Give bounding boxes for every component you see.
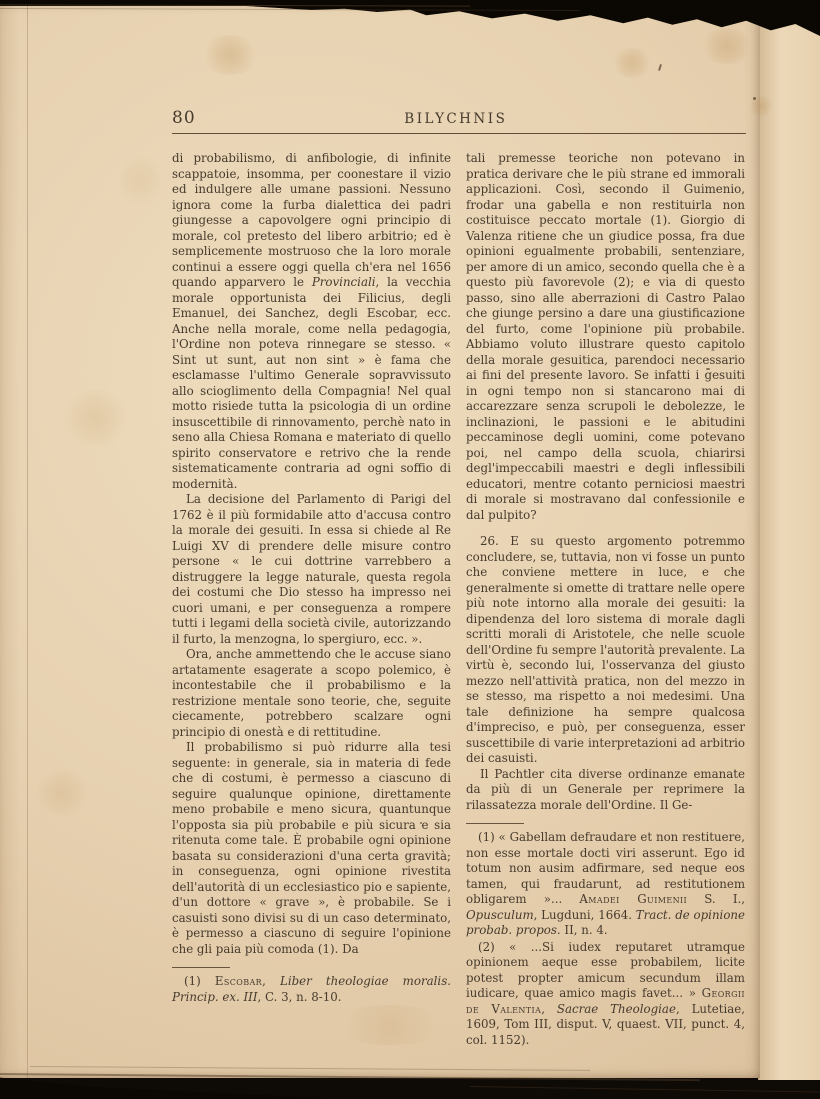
page-left-crease (0, 6, 28, 1078)
ink-speck (753, 97, 756, 100)
paragraph: La decisione del Parlamento di Parigi del 1762 è il più formidabile atto d'accusa contro la morale dei gesuiti. In essa si chiede al Re Luigi XV di prendere delle misure contro persone « le cui dottrine varrebbero a distruggere la legge naturale, questa regola dei costumi che Dio stesso ha impresso nei cuori umani, e per conseguenza a rompere tutti i legami della società civile, autorizzando il furto, la menzogna, lo spergiuro, ecc. ». (172, 492, 451, 646)
right-column (466, 151, 745, 1048)
footnote: (2) « ...Si iudex reputaret utramque opinionem aeque esse probabilem, licite potest propter amicum secundum illam iudicare, quae amico magis favet... » Georgii de Valentia, Sacrae Theologiae, Lutetiae, 1609, Tom III, disput. V, quaest. VII, punct. 4, col. 1152). (466, 939, 746, 1047)
footnote: (1) Escobar, Liber theologiae moralis. Princip. ex. III, C. 3, n. 8-10. (172, 974, 451, 1004)
paragraph: 26. E su questo argomento potremmo concludere, se, tuttavia, non vi fosse un punto che conviene mettere in luce, e che generalmente si omette di trattare nelle opere più note intorno alla morale dei gesuiti: la dipendenza del loro sistema di morale dagli scritti morali di Aristotele, che nelle scuole dell'Ordine fu sempre l'autorità prevalente. La virtù è, secondo lui, l'osservanza del giusto mezzo nell'attività pratica, non del mezzo in se stesso, ma rispetto a noi medesimi. Una tale definizione ha sempre qualcosa d'impreciso, e può, per conseguenza, esser suscettibile di varie interpretazioni ad arbitrio dei casuisti. (466, 534, 745, 765)
running-header (172, 108, 746, 128)
text-columns (172, 151, 746, 1048)
paragraph: Il Pachtler cita diverse ordinanze emanate da più di un Generale per reprimere la rilassatezza morale dell'Ordine. Il Ge- (466, 766, 745, 812)
left-column (172, 151, 451, 1048)
paragraph: Il probabilismo si può ridurre alla tesi seguente: in generale, sia in materia di fede che di costumi, è permesso a ciascuno di seguire qualunque opinione, direttamente meno probabile e meno sicura, quantunque l'opposta sia più probabile e più sicura e sia ritenuta come tale. È probabile ogni opinione basata su considerazioni d'una certa gravità; in conseguenza, ogni opinione rivestita dell'autorità di un ecclesiastico pio e sapiente, d'un dottore « grave », è probabile. Se i casuisti sono divisi su di un caso determinato, è permesso a ciascuno di seguire l'opinione che gli paia più comoda (1). Da (172, 740, 451, 956)
underlying-page-edge (758, 14, 820, 1080)
printed-page-content (172, 108, 746, 1048)
footnote: (1) « Gabellam defraudare et non restituere, non esse mortale docti viri asserunt. Ego id totum non ausim adfirmare, sed neque eos tamen, qui fraudarunt, ad restitutionem obligarem »... Amadei Guimenii S. I., Opusculum, Lugduni, 1664. Tract. de opinione probab. propos. II, n. 4. (466, 830, 746, 937)
paragraph: di probabilismo, di anfibologie, di infinite scappatoie, insomma, per coonestare il vizio ed indulgere alle umane passioni. Nessuno ignora come la furba dialettica dei padri giungesse a capovolgere ogni principio di morale, col pretesto del libero arbitrio; ed è semplicemente mostruoso che la loro morale continui a essere oggi quella ch'era nel 1656 quando apparvero le Provinciali, la vecchia morale opportunista dei Filicius, degli Emanuel, dei Sanchez, degli Escobar, ecc. Anche nella morale, come nella pedagogia, l'Ordine non poteva rinnegare se stesso. « Sint ut sunt, aut non sint » è fama che esclamasse l'ultimo Generale sopravvissuto allo scioglimento della Compagnia! Nel qual motto risiede tutta la psicologia di un ordine insuscettibile di rinnovamento, perchè nato in seno alla Chiesa Romana e materiato di quello spirito conservatore e retrivo che la rende sistematicamente contraria ad ogni soffio di modernità. (172, 151, 451, 491)
footnote-rule (172, 967, 230, 968)
journal-title: BILYCHNIS (404, 111, 508, 127)
page-number: 80 (172, 108, 196, 128)
page-bottom-edge (470, 1086, 820, 1092)
paragraph: tali premesse teoriche non potevano in pratica derivare che le più strane ed immorali applicazioni. Così, secondo il Guimenio, frodar una gabella e non restituirla non costituisce peccato mortale (1). Giorgio di Valenza ritiene che un giudice possa, fra due opinioni egualmente probabili, sentenziare, per amore di un amico, secondo quella che è a questo più favorevole (2); e via di questo passo, sino alle aberrazioni di Castro Palao che giunge persino a dare una giustificazione del furto, come l'opinione più probabile. Abbiamo voluto illustrare questo capitolo della morale gesuitica, parendoci necessario ai fini del presente lavoro. Se infatti i gesuiti in ogni tempo non si stancarono mai di accarezzare senza scrupoli le debolezze, le inclinazioni, le passioni e le abitudini peccaminose degli uomini, come potevano poi, nel campo della scuola, chiarirsi degl'impeccabili maestri e degli inflessibili educatori, mentre cotanto perniciosi maestri di morale si mostravano dal confessionile e dal pulpito? (466, 151, 745, 522)
header-rule (172, 133, 746, 134)
footnote-rule (466, 823, 524, 824)
paragraph: Ora, anche ammettendo che le accuse siano artatamente esagerate a scopo polemico, è incontestabile che il probabilismo e la restrizione mentale sono teorie, che, seguite ciecamente, potrebbero scalzare ogni principio di onestà e di rettitudine. (172, 647, 451, 739)
